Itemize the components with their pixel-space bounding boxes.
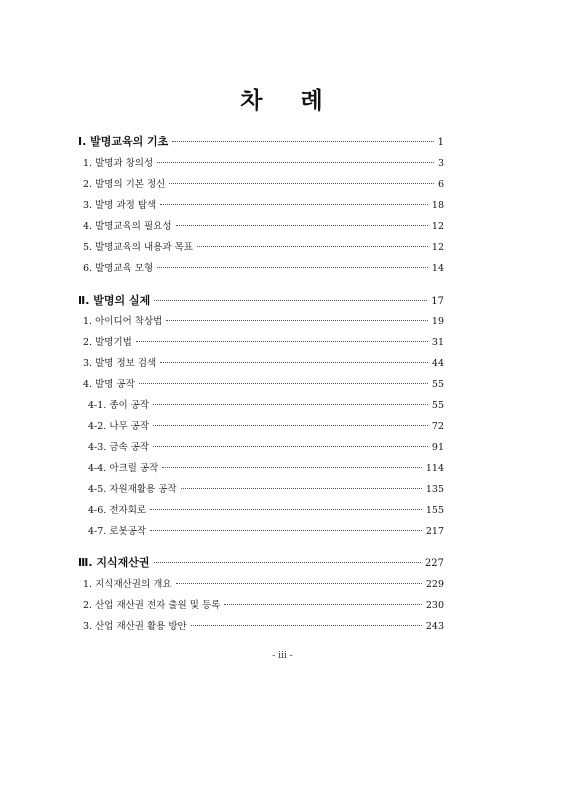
dot-leader — [157, 162, 434, 163]
dot-leader — [136, 341, 428, 342]
toc-section-1-5[interactable] — [83, 240, 444, 256]
toc-subsection-4-6[interactable] — [88, 503, 444, 519]
dot-leader — [154, 300, 427, 301]
dot-leader — [153, 446, 428, 447]
toc-entry-page: 91 — [431, 442, 444, 453]
toc-entry-page: 55 — [431, 379, 444, 390]
toc-chapter-2[interactable] — [78, 293, 444, 309]
toc-subsection-4-7[interactable] — [88, 524, 444, 540]
toc-entry-page: 243 — [425, 621, 444, 632]
toc-section-2-4[interactable] — [83, 377, 444, 393]
toc-entry-page: 55 — [431, 400, 444, 411]
toc-subsection-4-1[interactable] — [88, 398, 444, 414]
toc-entry-page: 12 — [431, 242, 444, 253]
dot-leader — [181, 488, 422, 489]
toc-entry-label: 4. 발명 공작 — [83, 379, 135, 390]
toc-entry-label: 3. 발명 정보 검색 — [83, 358, 157, 369]
page-title: 차 례 — [240, 88, 325, 114]
toc-entry-page: 3 — [437, 158, 444, 169]
dot-leader — [150, 530, 422, 531]
toc-entry-label: 6. 발명교육 모형 — [83, 263, 154, 274]
toc-entry-page: 44 — [431, 358, 444, 369]
toc-entry-label: 4-1. 종이 공작 — [88, 400, 150, 411]
page-number-footer: - iii - — [272, 651, 293, 661]
toc-subsection-4-2[interactable] — [88, 419, 444, 435]
toc-entry-page: 19 — [431, 316, 444, 327]
toc-section-3-3[interactable] — [83, 619, 444, 635]
dot-leader — [160, 362, 428, 363]
toc-section-3-1[interactable] — [83, 577, 444, 593]
toc-entry-label: 4-5. 자원재활용 공작 — [88, 484, 177, 495]
toc-entry-label: 3. 산업 재산권 활용 방안 — [83, 621, 187, 632]
toc-entry-label: 1. 지식재산권의 개요 — [83, 579, 172, 590]
toc-entry-label: I. 발명교육의 기초 — [78, 135, 169, 148]
toc-entry-page: 155 — [425, 505, 444, 516]
dot-leader — [139, 383, 428, 384]
toc-entry-page: 14 — [431, 263, 444, 274]
dot-leader — [191, 625, 422, 626]
toc-entry-page: 72 — [431, 421, 444, 432]
toc-entry-label: 4-7. 로봇공작 — [88, 526, 147, 537]
toc-entry-page: 18 — [431, 200, 444, 211]
toc-section-1-6[interactable] — [83, 261, 444, 277]
toc-section-2-2[interactable] — [83, 335, 444, 351]
toc-subsection-4-5[interactable] — [88, 482, 444, 498]
dot-leader — [157, 267, 428, 268]
dot-leader — [160, 204, 428, 205]
toc-entry-label: 4. 발명교육의 필요성 — [83, 221, 172, 232]
dot-leader — [172, 141, 433, 142]
toc-section-1-2[interactable] — [83, 177, 444, 193]
toc-entry-page: 1 — [437, 137, 444, 148]
toc-section-1-1[interactable] — [83, 156, 444, 172]
dot-leader — [166, 320, 428, 321]
toc-entry-label: 2. 발명기법 — [83, 337, 132, 348]
toc-entry-page: 217 — [425, 526, 444, 537]
dot-leader — [154, 562, 421, 563]
toc-entry-label: 4-6. 전자회로 — [88, 505, 147, 516]
dot-leader — [176, 225, 428, 226]
toc-subsection-4-3[interactable] — [88, 440, 444, 456]
dot-leader — [176, 583, 422, 584]
dot-leader — [197, 246, 428, 247]
toc-section-2-1[interactable] — [83, 314, 444, 330]
dot-leader — [169, 183, 434, 184]
toc-entry-label: 4-2. 나무 공작 — [88, 421, 150, 432]
toc-entry-label: 2. 산업 재산권 전자 출원 및 등록 — [83, 600, 221, 611]
toc-entry-label: 1. 아이디어 착상법 — [83, 316, 163, 327]
dot-leader — [224, 604, 422, 605]
toc-section-1-3[interactable] — [83, 198, 444, 214]
toc-entry-page: 17 — [431, 296, 444, 307]
toc-entry-label: 1. 발명과 창의성 — [83, 158, 154, 169]
toc-entry-page: 230 — [425, 600, 444, 611]
toc-entry-page: 114 — [425, 463, 444, 474]
toc-subsection-4-4[interactable] — [88, 461, 444, 477]
toc-entry-page: 12 — [431, 221, 444, 232]
toc-section-1-4[interactable] — [83, 219, 444, 235]
dot-leader — [150, 509, 422, 510]
dot-leader — [153, 425, 428, 426]
toc-section-3-2[interactable] — [83, 598, 444, 614]
toc-entry-page: 6 — [437, 179, 444, 190]
dot-leader — [162, 467, 422, 468]
toc-entry-label: 5. 발명교육의 내용과 목표 — [83, 242, 193, 253]
toc-entry-page: 135 — [425, 484, 444, 495]
toc-entry-page: 227 — [424, 558, 444, 569]
toc-chapter-3[interactable] — [78, 555, 444, 571]
toc-chapter-1[interactable] — [78, 134, 444, 150]
toc-entry-label: Ⅲ. 지식재산권 — [78, 556, 150, 569]
toc-entry-label: Ⅱ. 발명의 실제 — [78, 294, 151, 307]
toc-entry-label: 4-3. 금속 공작 — [88, 442, 150, 453]
toc-section-2-3[interactable] — [83, 356, 444, 372]
dot-leader — [153, 404, 428, 405]
toc-entry-page: 229 — [425, 579, 444, 590]
toc-entry-label: 3. 발명 과정 탐색 — [83, 200, 157, 211]
toc-entry-label: 2. 발명의 기본 정신 — [83, 179, 166, 190]
toc-entry-label: 4-4. 아크릴 공작 — [88, 463, 159, 474]
toc-entry-page: 31 — [431, 337, 444, 348]
